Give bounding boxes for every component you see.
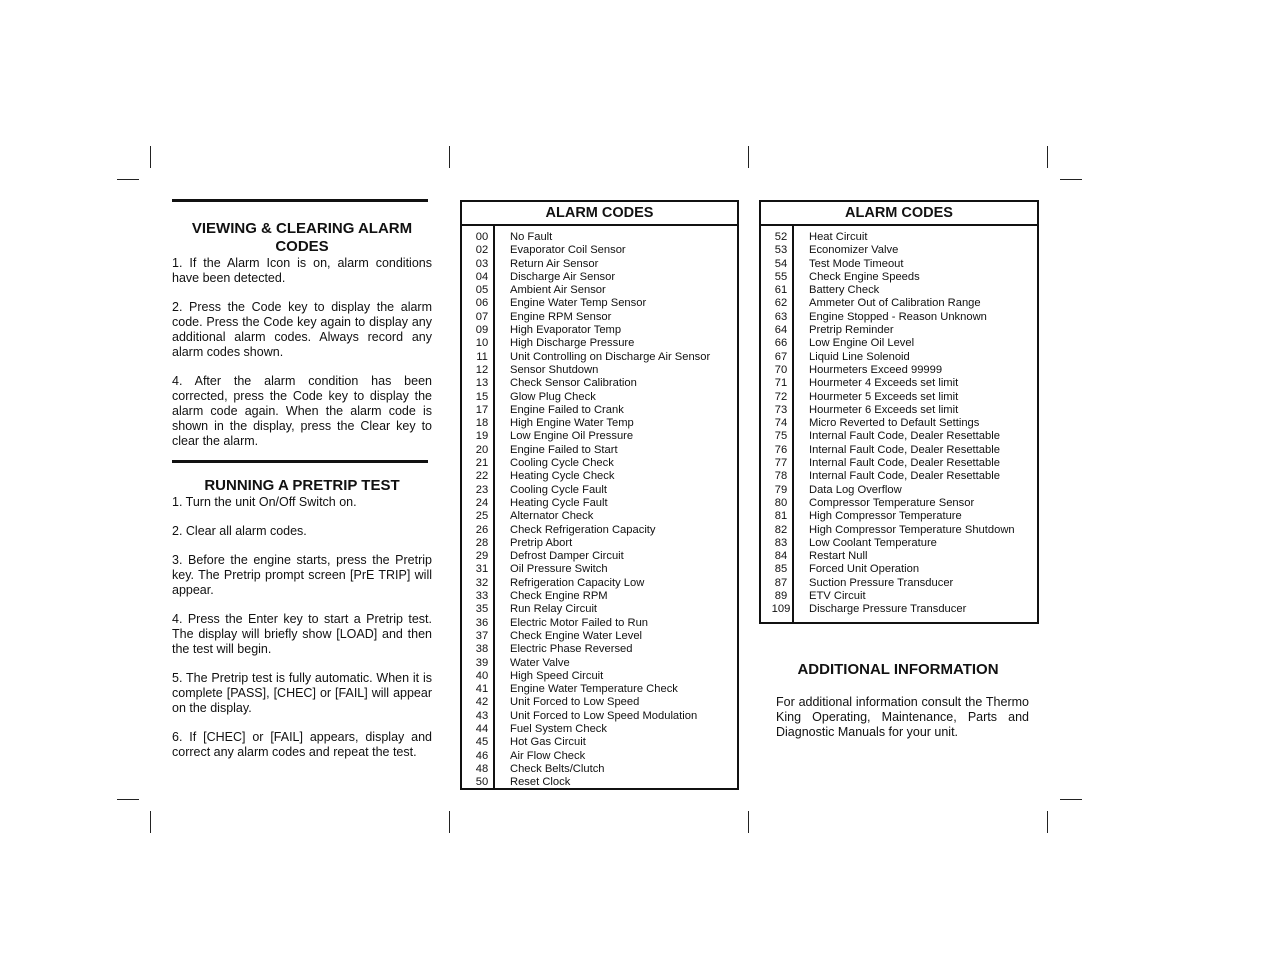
alarm-code-description: Discharge Air Sensor <box>510 270 616 283</box>
alarm-code-number: 53 <box>774 244 788 257</box>
alarm-code-row <box>761 550 1037 563</box>
alarm-code-row <box>462 297 737 310</box>
alarm-code-number: 24 <box>475 496 489 509</box>
alarm-code-description: High Compressor Temperature <box>809 510 962 523</box>
alarm-code-row <box>761 364 1037 377</box>
crop-mark <box>1047 811 1048 833</box>
alarm-code-row <box>761 577 1037 590</box>
alarm-code-number: 54 <box>774 257 788 270</box>
alarm-code-number: 87 <box>774 576 788 589</box>
pretrip-step: 2. Clear all alarm codes. <box>172 524 307 538</box>
alarm-code-number: 61 <box>774 284 788 297</box>
alarm-code-row <box>462 351 737 364</box>
alarm-code-number: 72 <box>774 390 788 403</box>
alarm-code-number: 84 <box>774 550 788 563</box>
crop-mark <box>449 146 450 168</box>
alarm-code-number: 32 <box>475 576 489 589</box>
alarm-code-number: 28 <box>475 536 489 549</box>
alarm-code-description: Compressor Temperature Sensor <box>809 496 975 509</box>
alarm-code-number: 12 <box>475 363 489 376</box>
alarm-code-number: 46 <box>475 749 489 762</box>
alarm-code-row <box>462 364 737 377</box>
alarm-code-description: Hot Gas Circuit <box>510 736 586 749</box>
alarm-code-row <box>761 391 1037 404</box>
alarm-code-row <box>761 297 1037 310</box>
alarm-code-number: 05 <box>475 284 489 297</box>
alarm-code-number: 82 <box>774 523 788 536</box>
alarm-code-description: Test Mode Timeout <box>809 257 904 270</box>
alarm-code-description: Return Air Sensor <box>510 257 599 270</box>
alarm-code-description: Ammeter Out of Calibration Range <box>809 297 981 310</box>
alarm-code-row <box>761 244 1037 257</box>
alarm-code-description: Engine Water Temperature Check <box>510 683 678 696</box>
alarm-code-number: 89 <box>774 590 788 603</box>
alarm-code-number: 09 <box>475 324 489 337</box>
viewing-step: 4. After the alarm condition has been corrected, press the Code key to display the alarm code again. When the alarm code is shown in the display, press the Clear key to clear the alarm. <box>172 374 432 448</box>
alarm-code-number: 25 <box>475 510 489 523</box>
alarm-code-number: 23 <box>475 483 489 496</box>
alarm-code-number: 45 <box>475 736 489 749</box>
alarm-code-number: 06 <box>475 297 489 310</box>
alarm-code-row <box>462 630 737 643</box>
alarm-code-row <box>761 377 1037 390</box>
alarm-code-description: Check Engine Speeds <box>809 270 920 283</box>
alarm-code-row <box>462 723 737 736</box>
alarm-code-row <box>761 351 1037 364</box>
alarm-code-number: 80 <box>774 496 788 509</box>
alarm-code-description: Pretrip Reminder <box>809 324 894 337</box>
alarm-code-description: Oil Pressure Switch <box>510 563 608 576</box>
alarm-code-description: Check Engine Water Level <box>510 629 643 642</box>
alarm-code-description: Suction Pressure Transducer <box>809 576 954 589</box>
alarm-code-number: 41 <box>475 683 489 696</box>
alarm-code-row <box>761 603 1037 616</box>
alarm-code-number: 18 <box>475 417 489 430</box>
alarm-code-row <box>761 417 1037 430</box>
viewing-title: VIEWING & CLEARING ALARM CODES <box>191 220 413 255</box>
alarm-code-row <box>761 430 1037 443</box>
alarm-code-row <box>761 510 1037 523</box>
alarm-code-row <box>462 337 737 350</box>
crop-mark <box>1047 146 1048 168</box>
alarm-code-row <box>761 470 1037 483</box>
alarm-code-description: Restart Null <box>809 550 868 563</box>
alarm-code-number: 03 <box>475 257 489 270</box>
alarm-code-description: Liquid Line Solenoid <box>809 350 910 363</box>
alarm-code-description: Engine Failed to Crank <box>510 403 624 416</box>
alarm-code-description: Hourmeter 6 Exceeds set limit <box>809 403 959 416</box>
alarm-code-description: Sensor Shutdown <box>510 363 599 376</box>
alarm-code-number: 43 <box>475 709 489 722</box>
alarm-codes-table-1 <box>460 200 739 790</box>
crop-mark <box>117 799 139 800</box>
alarm-code-description: Glow Plug Check <box>510 390 596 403</box>
pretrip-step: 4. Press the Enter key to start a Pretrip test. The display will briefly show [LOAD] and then the test will begin. <box>172 612 432 656</box>
alarm-code-row <box>462 457 737 470</box>
alarm-code-description: Heat Circuit <box>809 231 868 243</box>
alarm-code-row <box>462 776 737 789</box>
pretrip-step: 6. If [CHEC] or [FAIL] appears, display and correct any alarm codes and repeat the test. <box>172 730 432 759</box>
alarm-code-number: 85 <box>774 563 788 576</box>
alarm-code-description: Low Coolant Temperature <box>809 536 937 549</box>
alarm-code-description: Cooling Cycle Check <box>510 457 614 470</box>
pretrip-step: 3. Before the engine starts, press the Pretrip key. The Pretrip prompt screen [PrE TRIP] will appear. <box>172 553 432 597</box>
alarm-code-number: 07 <box>475 310 489 323</box>
alarm-code-number: 22 <box>475 470 489 483</box>
alarm-code-number: 81 <box>774 510 788 523</box>
alarm-code-row <box>761 537 1037 550</box>
alarm-code-row <box>462 391 737 404</box>
alarm-code-row <box>462 763 737 776</box>
alarm-code-description: Micro Reverted to Default Settings <box>809 417 980 430</box>
alarm-code-description: Battery Check <box>809 284 880 297</box>
alarm-code-number: 21 <box>475 457 489 470</box>
alarm-code-row <box>462 510 737 523</box>
alarm-code-description: High Compressor Temperature Shutdown <box>809 523 1015 536</box>
alarm-code-description: Check Engine RPM <box>510 590 608 603</box>
alarm-code-description: Engine Water Temp Sensor <box>510 297 647 310</box>
alarm-codes-list <box>761 226 1037 617</box>
alarm-code-row <box>462 417 737 430</box>
alarm-code-description: Low Engine Oil Level <box>809 337 915 350</box>
alarm-code-number: 13 <box>475 377 489 390</box>
crop-mark <box>150 811 151 833</box>
alarm-code-description: Electric Phase Reversed <box>510 643 633 656</box>
alarm-code-row <box>761 271 1037 284</box>
alarm-code-row <box>462 324 737 337</box>
alarm-code-description: Engine Failed to Start <box>510 443 618 456</box>
alarm-code-description: High Speed Circuit <box>510 669 604 682</box>
alarm-code-description: Internal Fault Code, Dealer Resettable <box>809 430 1000 443</box>
viewing-step: 2. Press the Code key to display the alarm code. Press the Code key again to display any additional alarm codes. Always record any alarm codes shown. <box>172 300 432 359</box>
crop-mark <box>117 179 139 180</box>
alarm-code-description: Hourmeter 5 Exceeds set limit <box>809 390 959 403</box>
alarm-code-number: 78 <box>774 470 788 483</box>
alarm-code-row <box>462 683 737 696</box>
alarm-code-description: Check Refrigeration Capacity <box>510 523 656 536</box>
alarm-code-row <box>761 284 1037 297</box>
alarm-code-number: 52 <box>774 231 788 243</box>
alarm-code-number: 75 <box>774 430 788 443</box>
alarm-code-description: Internal Fault Code, Dealer Resettable <box>809 470 1000 483</box>
pretrip-section <box>172 477 432 774</box>
alarm-code-number: 35 <box>475 603 489 616</box>
alarm-code-description: Hourmeter 4 Exceeds set limit <box>809 377 959 390</box>
alarm-code-description: Air Flow Check <box>510 749 586 762</box>
alarm-code-number: 36 <box>475 616 489 629</box>
alarm-code-description: Unit Forced to Low Speed <box>510 696 640 709</box>
alarm-code-description: Evaporator Coil Sensor <box>510 244 626 257</box>
alarm-code-number: 71 <box>774 377 788 390</box>
alarm-code-description: Cooling Cycle Fault <box>510 483 608 496</box>
alarm-code-row <box>761 563 1037 576</box>
alarm-code-number: 42 <box>475 696 489 709</box>
alarm-code-row <box>761 311 1037 324</box>
alarm-code-description: Fuel System Check <box>510 722 607 735</box>
alarm-code-description: Check Sensor Calibration <box>510 377 637 390</box>
alarm-code-number: 33 <box>475 590 489 603</box>
alarm-code-description: Refrigeration Capacity Low <box>510 576 645 589</box>
alarm-code-number: 39 <box>475 656 489 669</box>
alarm-code-row <box>761 457 1037 470</box>
alarm-code-description: High Evaporator Temp <box>510 324 622 337</box>
alarm-code-row <box>462 244 737 257</box>
crop-mark <box>150 146 151 168</box>
viewing-step: 1. If the Alarm Icon is on, alarm conditions have been detected. <box>172 256 432 285</box>
pretrip-title: RUNNING A PRETRIP TEST <box>204 477 400 494</box>
alarm-codes-table-2 <box>759 200 1039 624</box>
alarm-code-row <box>761 337 1037 350</box>
alarm-code-row <box>462 311 737 324</box>
alarm-code-number: 38 <box>475 643 489 656</box>
alarm-code-number: 62 <box>774 297 788 310</box>
alarm-code-description: Hourmeters Exceed 99999 <box>809 363 943 376</box>
alarm-code-number: 77 <box>774 457 788 470</box>
alarm-code-row <box>462 563 737 576</box>
alarm-code-row <box>462 497 737 510</box>
alarm-code-description: Discharge Pressure Transducer <box>809 603 967 616</box>
crop-mark <box>449 811 450 833</box>
alarm-code-description: Heating Cycle Check <box>510 470 615 483</box>
alarm-code-description: Electric Motor Failed to Run <box>510 616 649 629</box>
alarm-code-description: Internal Fault Code, Dealer Resettable <box>809 457 1000 470</box>
alarm-code-row <box>462 670 737 683</box>
alarm-code-row <box>761 258 1037 271</box>
alarm-code-description: High Engine Water Temp <box>510 417 634 430</box>
alarm-code-description: Unit Controlling on Discharge Air Sensor <box>510 350 711 363</box>
alarm-code-number: 64 <box>774 324 788 337</box>
alarm-code-number: 00 <box>475 231 489 243</box>
alarm-code-row <box>462 258 737 271</box>
alarm-code-description: Low Engine Oil Pressure <box>510 430 634 443</box>
crop-mark <box>748 146 749 168</box>
alarm-code-row <box>462 484 737 497</box>
alarm-code-description: Reset Clock <box>510 776 571 789</box>
alarm-code-row <box>761 404 1037 417</box>
alarm-code-description: Internal Fault Code, Dealer Resettable <box>809 443 1000 456</box>
alarm-code-number: 10 <box>475 337 489 350</box>
alarm-code-row <box>462 231 737 244</box>
alarm-code-description: Water Valve <box>510 656 570 669</box>
crop-mark <box>1060 179 1082 180</box>
alarm-code-number: 67 <box>774 350 788 363</box>
alarm-code-row <box>462 577 737 590</box>
alarm-code-number: 40 <box>475 669 489 682</box>
alarm-code-description: Ambient Air Sensor <box>510 284 606 297</box>
alarm-code-row <box>462 524 737 537</box>
alarm-code-row <box>462 271 737 284</box>
alarm-codes-list <box>462 226 737 789</box>
alarm-code-number: 19 <box>475 430 489 443</box>
pretrip-step: 1. Turn the unit On/Off Switch on. <box>172 495 357 509</box>
additional-info-body: For additional information consult the Thermo King Operating, Maintenance, Parts and Diagnostic Manuals for your unit. <box>776 695 1029 739</box>
alarm-codes-title: ALARM CODES <box>462 202 737 226</box>
alarm-code-row <box>462 710 737 723</box>
alarm-code-number: 73 <box>774 403 788 416</box>
alarm-code-number: 66 <box>774 337 788 350</box>
pretrip-step: 5. The Pretrip test is fully automatic. When it is complete [PASS], [CHEC] or [FAIL] will appear on the display. <box>172 671 432 715</box>
alarm-code-row <box>462 430 737 443</box>
alarm-code-description: ETV Circuit <box>809 590 866 603</box>
alarm-code-number: 70 <box>774 363 788 376</box>
alarm-code-description: Check Belts/Clutch <box>510 762 605 775</box>
alarm-code-row <box>462 657 737 670</box>
alarm-code-number: 29 <box>475 550 489 563</box>
alarm-code-row <box>761 497 1037 510</box>
alarm-code-description: Engine Stopped - Reason Unknown <box>809 310 987 323</box>
alarm-code-row <box>462 736 737 749</box>
alarm-code-row <box>462 550 737 563</box>
alarm-code-row <box>462 590 737 603</box>
alarm-code-description: Data Log Overflow <box>809 483 902 496</box>
alarm-code-number: 48 <box>475 762 489 775</box>
alarm-codes-title: ALARM CODES <box>761 202 1037 226</box>
alarm-code-number: 55 <box>774 270 788 283</box>
alarm-code-row <box>462 750 737 763</box>
alarm-code-number: 20 <box>475 443 489 456</box>
alarm-code-number: 02 <box>475 244 489 257</box>
alarm-code-row <box>462 617 737 630</box>
crop-mark <box>748 811 749 833</box>
alarm-code-description: High Discharge Pressure <box>510 337 635 350</box>
alarm-code-number: 37 <box>475 629 489 642</box>
alarm-code-row <box>462 444 737 457</box>
alarm-code-row <box>761 231 1037 244</box>
alarm-code-row <box>462 696 737 709</box>
alarm-code-row <box>462 537 737 550</box>
alarm-code-row <box>462 284 737 297</box>
alarm-code-row <box>462 470 737 483</box>
alarm-code-description: Economizer Valve <box>809 244 899 257</box>
alarm-code-row <box>462 377 737 390</box>
alarm-code-row <box>462 643 737 656</box>
alarm-code-number: 83 <box>774 536 788 549</box>
alarm-code-description: Defrost Damper Circuit <box>510 550 624 563</box>
alarm-code-description: Engine RPM Sensor <box>510 310 612 323</box>
crop-mark <box>1060 799 1082 800</box>
alarm-code-number: 31 <box>475 563 489 576</box>
alarm-code-description: Run Relay Circuit <box>510 603 598 616</box>
alarm-code-row <box>462 404 737 417</box>
alarm-code-row <box>462 603 737 616</box>
alarm-code-number: 50 <box>475 776 489 789</box>
alarm-code-number: 74 <box>774 417 788 430</box>
alarm-code-description: Forced Unit Operation <box>809 563 920 576</box>
viewing-section <box>172 220 432 463</box>
alarm-code-description: Pretrip Abort <box>510 536 573 549</box>
alarm-code-number: 63 <box>774 310 788 323</box>
alarm-code-number: 11 <box>476 350 488 363</box>
additional-info-title: ADDITIONAL INFORMATION <box>797 661 999 678</box>
alarm-code-number: 15 <box>475 390 489 403</box>
alarm-code-number: 44 <box>475 722 489 735</box>
alarm-code-number: 109 <box>771 603 791 616</box>
alarm-code-row <box>761 444 1037 457</box>
section-rule <box>172 199 428 202</box>
alarm-code-description: Heating Cycle Fault <box>510 496 608 509</box>
alarm-code-number: 76 <box>774 443 788 456</box>
alarm-code-row <box>761 590 1037 603</box>
alarm-code-number: 04 <box>475 270 489 283</box>
alarm-code-number: 26 <box>475 523 489 536</box>
alarm-code-number: 17 <box>475 403 489 416</box>
alarm-code-row <box>761 524 1037 537</box>
alarm-code-row <box>761 324 1037 337</box>
alarm-code-row <box>761 484 1037 497</box>
alarm-code-number: 79 <box>774 483 788 496</box>
alarm-code-description: Alternator Check <box>510 510 594 523</box>
alarm-code-description: Unit Forced to Low Speed Modulation <box>510 709 698 722</box>
alarm-code-description: No Fault <box>510 231 553 243</box>
